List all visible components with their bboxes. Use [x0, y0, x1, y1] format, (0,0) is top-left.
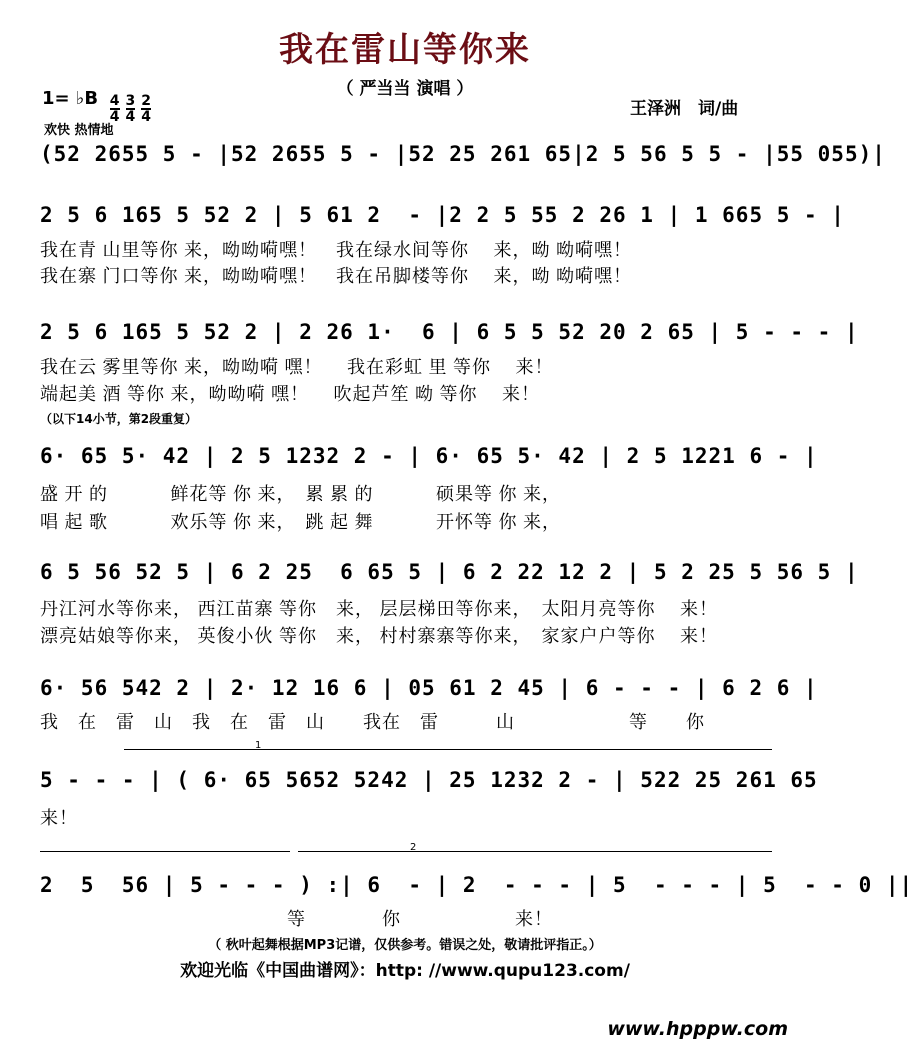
- lyrics-system-5-verse-2: 漂亮姑娘等你来， 英俊小伙 等你 来， 村村寨寨等你来， 家家户户等你 来！: [40, 626, 718, 646]
- performer-line: （ 严当当 演唱 ）: [336, 79, 474, 99]
- song-title: 我在雷山等你来: [279, 30, 531, 70]
- meter-1: $\frac{4}{4}$: [109, 93, 120, 125]
- transcriber-note: （ 秋叶起舞根据MP3记谱，仅供参考。错误之处，敬请批评指正。）: [208, 938, 602, 953]
- volta-1-bracket: [124, 749, 772, 750]
- lyrics-system-2-verse-2: 我在寨 门口等你 来，呦呦嗬嘿！ 我在吊脚楼等你 来，呦 呦嗬嘿！: [40, 266, 632, 286]
- meter-3: $\frac{2}{4}$: [141, 93, 151, 125]
- notes-system-4: 6· 65 5· 42 | 2 5 1232 2 - | 6· 65 5· 42 | 2 5 1221 6 - |: [40, 444, 818, 468]
- lyrics-system-4-verse-1: 盛 开 的 鲜花等 你 来， 累 累 的 硕果等 你 来，: [40, 484, 561, 504]
- lyrics-system-3-verse-2: 端起美 酒 等你 来，呦呦嗬 嘿！ 吹起芦笙 呦 等你 来！: [40, 384, 540, 404]
- notes-system-1: (52 2655 5 - |52 2655 5 - |52 25 261 65|2 5 56 5 5 - |55 055)|: [40, 142, 886, 166]
- notes-system-2: 2 5 6 165 5 52 2 | 5 61 2 - |2 2 5 55 2 26 1 | 1 665 5 - |: [40, 203, 845, 227]
- watermark: www.hpppw.com: [607, 1018, 788, 1040]
- notes-system-8: 2 5 56 | 5 - - - ) :| 6 - | 2 - - - | 5 - - - | 5 - - 0 ||: [40, 873, 913, 897]
- notes-system-7: 5 - - - | ( 6· 65 5652 5242 | 25 1232 2 - | 522 25 261 65: [40, 768, 818, 792]
- meter-2: $\frac{3}{4}$: [125, 93, 136, 125]
- lyrics-system-4-verse-2: 唱 起 歌 欢乐等 你 来， 跳 起 舞 开怀等 你 来，: [40, 512, 561, 532]
- lyrics-system-7: 来！: [40, 808, 78, 828]
- lyrics-system-5-verse-1: 丹江河水等你来， 西江苗寨 等你 来， 层层梯田等你来， 太阳月亮等你 来！: [40, 599, 718, 619]
- key-signature: 1= ♭B: [42, 88, 99, 109]
- notes-system-5: 6 5 56 52 5 | 6 2 25 6 65 5 | 6 2 22 12 2 | 5 2 25 5 56 5 |: [40, 560, 859, 584]
- lyrics-system-2-verse-1: 我在青 山里等你 来，呦呦嗬嘿！ 我在绿水间等你 来，呦 呦嗬嘿！: [40, 240, 632, 260]
- notes-system-3: 2 5 6 165 5 52 2 | 2 26 1· 6 | 6 5 5 52 20 2 65 | 5 - - - |: [40, 320, 859, 344]
- time-signatures: [100, 80, 157, 124]
- lyrics-system-3-verse-1: 我在云 雾里等你 来，呦呦嗬 嘿！ 我在彩虹 里 等你 来！: [40, 357, 554, 377]
- lyrics-system-6: 我 在 雷 山 我 在 雷 山 我在 雷 山 等 你: [40, 712, 705, 732]
- repeat-note: （以下14小节，第2段重复）: [40, 412, 198, 426]
- volta-1-end-bracket: [40, 851, 290, 852]
- notes-system-6: 6· 56 542 2 | 2· 12 16 6 | 05 61 2 45 | 6 - - - | 6 2 6 |: [40, 676, 818, 700]
- volta-2-number: 2: [410, 842, 417, 853]
- tempo-marking: 欢快 热情地: [44, 123, 114, 138]
- lyrics-system-8: 等 你 来！: [40, 909, 553, 929]
- volta-2-bracket: [298, 851, 772, 852]
- volta-1-number: 1: [255, 740, 262, 751]
- site-footer: 欢迎光临《中国曲谱网》：http: //www.qupu123.com/: [180, 961, 630, 981]
- author-credit: 王泽洲 词/曲: [630, 99, 739, 119]
